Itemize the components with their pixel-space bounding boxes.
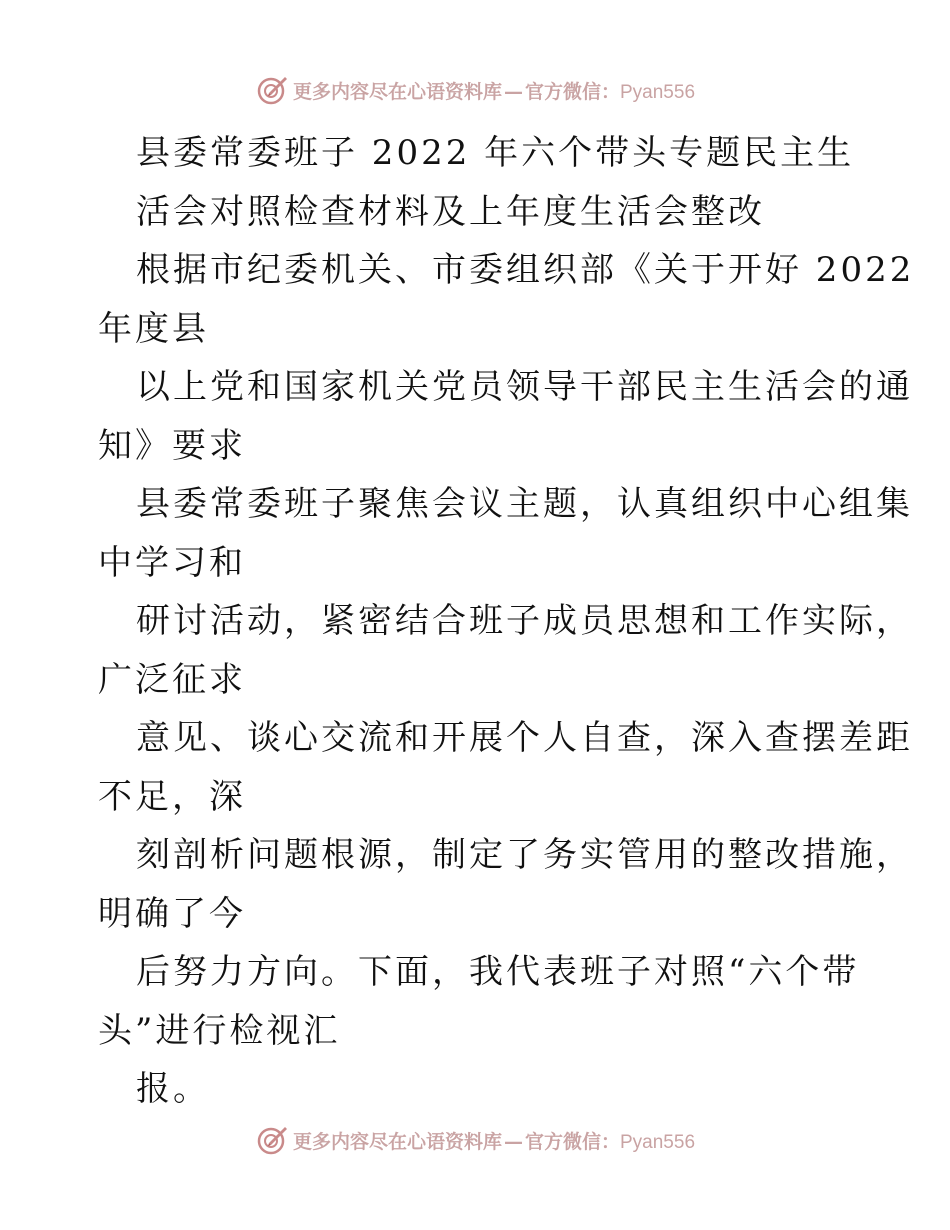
- text-line: 以上党和国家机关党员领导干部民主生活会的通: [136, 367, 913, 407]
- watermark-separator: —: [503, 80, 523, 103]
- watermark-separator: —: [503, 1130, 523, 1153]
- watermark-text-group: [293, 77, 695, 104]
- text-line: 意见、谈心交流和开展个人自查，深入查摆差距: [136, 718, 913, 758]
- text-line: 根据市纪委机关、市委组织部《关于开好 2022: [136, 250, 915, 290]
- text-line: 不足，深: [98, 776, 246, 817]
- watermark-id: Pyan556: [620, 1131, 696, 1153]
- document-body: [98, 124, 915, 1119]
- text-line: 县委常委班子 2022 年六个带头专题民主生: [136, 133, 855, 173]
- text-line: 县委常委班子聚焦会议主题，认真组织中心组集: [136, 484, 913, 524]
- text-line: 头”进行检视汇: [98, 1010, 341, 1051]
- watermark-text: 更多内容尽在心语资料库: [292, 80, 502, 103]
- text-line: 活会对照检查材料及上年度生活会整改: [136, 191, 765, 232]
- watermark-suffix: 官方微信：: [524, 80, 620, 103]
- text-line: 广泛征求: [98, 659, 246, 700]
- text-line: 研讨活动，紧密结合班子成员思想和工作实际，: [136, 601, 913, 641]
- text-line: 知》要求: [98, 425, 246, 466]
- text-line: 中学习和: [98, 542, 246, 583]
- watermark-id: Pyan556: [620, 81, 696, 103]
- watermark-suffix: 官方微信：: [524, 1130, 620, 1153]
- watermark-text: 更多内容尽在心语资料库: [292, 1130, 502, 1153]
- text-line: 报。: [136, 1069, 210, 1109]
- text-line: 后努力方向。下面，我代表班子对照“六个带: [136, 952, 860, 992]
- footer-watermark: [0, 1120, 950, 1160]
- header-watermark: [0, 70, 950, 110]
- text-line: 刻剖析问题根源，制定了务实管用的整改措施，: [136, 835, 913, 875]
- pen-logo-icon: [255, 1123, 289, 1157]
- text-line: 年度县: [98, 308, 209, 349]
- pen-logo-icon: [255, 73, 289, 107]
- watermark-text-group: [293, 1127, 695, 1154]
- text-line: 明确了今: [98, 893, 246, 934]
